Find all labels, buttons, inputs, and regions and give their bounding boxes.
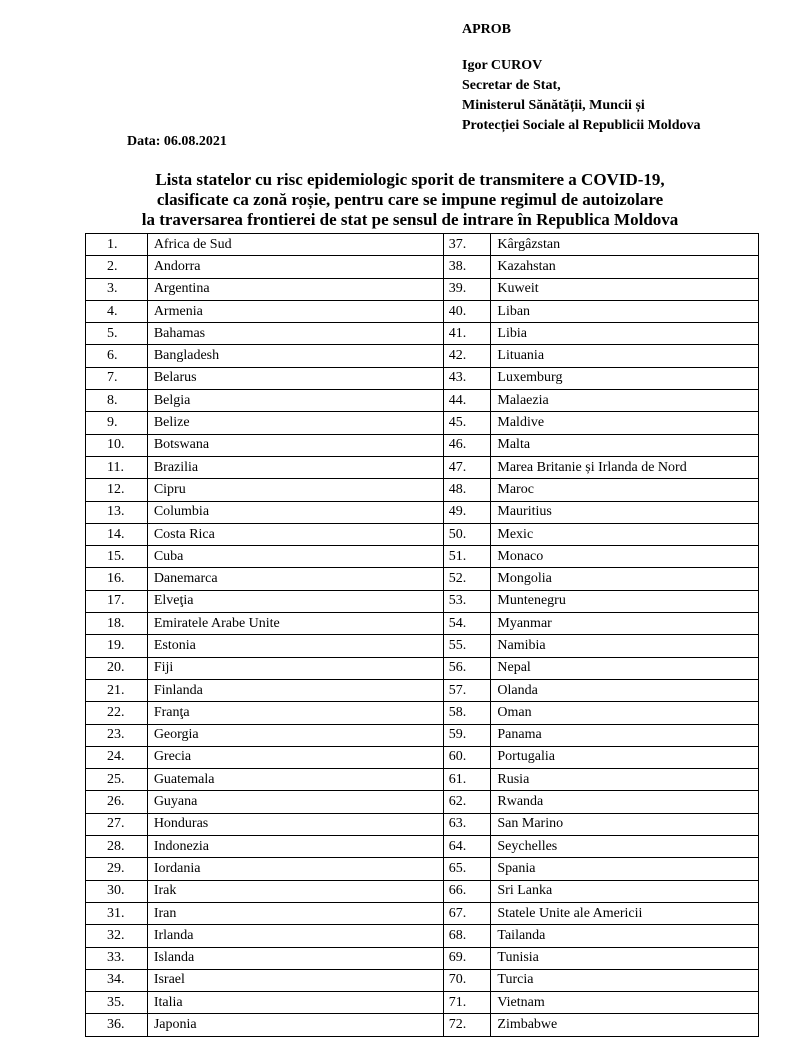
row-number-left: 32.: [86, 925, 148, 947]
table-row: [86, 613, 759, 635]
table-row: [86, 568, 759, 590]
row-number-left: 35.: [86, 992, 148, 1014]
row-number-left: 27.: [86, 813, 148, 835]
row-number-right: 56.: [443, 657, 491, 679]
country-name-right: Kârgâzstan: [491, 234, 759, 256]
table-row: [86, 434, 759, 456]
row-number-right: 65.: [443, 858, 491, 880]
row-number-left: 6.: [86, 345, 148, 367]
country-name-right: Myanmar: [491, 613, 759, 635]
row-number-right: 39.: [443, 278, 491, 300]
country-name-right: Olanda: [491, 679, 759, 701]
title-line-2: clasificate ca zonă roșie, pentru care se impune regimul de autoizolare: [156, 190, 664, 209]
country-name-left: Fiji: [147, 657, 443, 679]
approver-role-line-3: Protecției Sociale al Republicii Moldova: [462, 118, 701, 133]
country-name-right: Seychelles: [491, 836, 759, 858]
row-number-left: 30.: [86, 880, 148, 902]
country-name-left: Georgia: [147, 724, 443, 746]
row-number-right: 61.: [443, 769, 491, 791]
country-name-left: Belgia: [147, 390, 443, 412]
table-row: [86, 546, 759, 568]
table-row: [86, 836, 759, 858]
row-number-left: 12.: [86, 479, 148, 501]
row-number-right: 57.: [443, 679, 491, 701]
table-row: [86, 880, 759, 902]
table-row: [86, 300, 759, 322]
row-number-left: 16.: [86, 568, 148, 590]
row-number-left: 25.: [86, 769, 148, 791]
country-name-left: Botswana: [147, 434, 443, 456]
row-number-left: 28.: [86, 836, 148, 858]
table-row: [86, 925, 759, 947]
country-name-left: Indonezia: [147, 836, 443, 858]
country-name-left: Emiratele Arabe Unite: [147, 613, 443, 635]
country-name-right: Mexic: [491, 523, 759, 545]
row-number-left: 8.: [86, 390, 148, 412]
row-number-right: 54.: [443, 613, 491, 635]
row-number-right: 53.: [443, 590, 491, 612]
row-number-right: 52.: [443, 568, 491, 590]
row-number-left: 2.: [86, 256, 148, 278]
row-number-right: 59.: [443, 724, 491, 746]
document-date: Data: 06.08.2021: [127, 134, 227, 149]
row-number-right: 66.: [443, 880, 491, 902]
row-number-left: 31.: [86, 902, 148, 924]
country-name-right: Monaco: [491, 546, 759, 568]
country-name-left: Japonia: [147, 1014, 443, 1036]
country-name-left: Estonia: [147, 635, 443, 657]
table-row: [86, 479, 759, 501]
country-name-left: Belarus: [147, 367, 443, 389]
country-name-right: Maldive: [491, 412, 759, 434]
country-name-left: Armenia: [147, 300, 443, 322]
row-number-left: 17.: [86, 590, 148, 612]
table-row: [86, 590, 759, 612]
approver-name: Igor CUROV: [462, 58, 543, 73]
table-row: [86, 769, 759, 791]
country-name-right: Liban: [491, 300, 759, 322]
row-number-left: 9.: [86, 412, 148, 434]
row-number-left: 36.: [86, 1014, 148, 1036]
country-name-left: Argentina: [147, 278, 443, 300]
table-row: [86, 947, 759, 969]
table-row: [86, 278, 759, 300]
country-name-right: Zimbabwe: [491, 1014, 759, 1036]
table-row: [86, 523, 759, 545]
row-number-left: 1.: [86, 234, 148, 256]
row-number-left: 18.: [86, 613, 148, 635]
country-name-right: Mauritius: [491, 501, 759, 523]
country-name-left: Irlanda: [147, 925, 443, 947]
country-name-left: Elveţia: [147, 590, 443, 612]
row-number-right: 60.: [443, 746, 491, 768]
row-number-right: 68.: [443, 925, 491, 947]
country-name-left: Guatemala: [147, 769, 443, 791]
table-row: [86, 858, 759, 880]
row-number-right: 44.: [443, 390, 491, 412]
table-row: [86, 791, 759, 813]
country-name-left: Africa de Sud: [147, 234, 443, 256]
row-number-left: 22.: [86, 702, 148, 724]
country-name-left: Irak: [147, 880, 443, 902]
row-number-right: 49.: [443, 501, 491, 523]
country-name-left: Andorra: [147, 256, 443, 278]
row-number-left: 10.: [86, 434, 148, 456]
country-name-right: Sri Lanka: [491, 880, 759, 902]
table-row: [86, 1014, 759, 1036]
row-number-right: 48.: [443, 479, 491, 501]
row-number-left: 23.: [86, 724, 148, 746]
row-number-right: 38.: [443, 256, 491, 278]
table-row: [86, 456, 759, 478]
country-name-left: Iordania: [147, 858, 443, 880]
country-name-right: Nepal: [491, 657, 759, 679]
country-name-left: Grecia: [147, 746, 443, 768]
table-row: [86, 367, 759, 389]
table-row: [86, 724, 759, 746]
row-number-left: 21.: [86, 679, 148, 701]
country-name-left: Guyana: [147, 791, 443, 813]
row-number-right: 43.: [443, 367, 491, 389]
country-name-left: Islanda: [147, 947, 443, 969]
row-number-right: 47.: [443, 456, 491, 478]
row-number-right: 55.: [443, 635, 491, 657]
row-number-right: 41.: [443, 323, 491, 345]
table-row: [86, 323, 759, 345]
row-number-left: 4.: [86, 300, 148, 322]
row-number-left: 14.: [86, 523, 148, 545]
country-name-right: Rusia: [491, 769, 759, 791]
country-name-right: Kazahstan: [491, 256, 759, 278]
country-name-left: Columbia: [147, 501, 443, 523]
table-row: [86, 657, 759, 679]
country-name-right: San Marino: [491, 813, 759, 835]
row-number-left: 26.: [86, 791, 148, 813]
row-number-right: 46.: [443, 434, 491, 456]
country-name-right: Statele Unite ale Americii: [491, 902, 759, 924]
table-row: [86, 345, 759, 367]
table-row: [86, 256, 759, 278]
country-name-right: Vietnam: [491, 992, 759, 1014]
row-number-right: 42.: [443, 345, 491, 367]
table-row: [86, 969, 759, 991]
table-row: [86, 813, 759, 835]
country-name-right: Maroc: [491, 479, 759, 501]
row-number-left: 33.: [86, 947, 148, 969]
country-name-right: Luxemburg: [491, 367, 759, 389]
row-number-left: 34.: [86, 969, 148, 991]
row-number-left: 13.: [86, 501, 148, 523]
row-number-left: 15.: [86, 546, 148, 568]
row-number-right: 71.: [443, 992, 491, 1014]
country-name-right: Namibia: [491, 635, 759, 657]
table-row: [86, 390, 759, 412]
country-name-left: Cuba: [147, 546, 443, 568]
country-name-right: Spania: [491, 858, 759, 880]
table-row: [86, 902, 759, 924]
table-row: [86, 412, 759, 434]
table-row: [86, 234, 759, 256]
table-row: [86, 635, 759, 657]
country-name-right: Marea Britanie și Irlanda de Nord: [491, 456, 759, 478]
row-number-left: 7.: [86, 367, 148, 389]
title-line-1: Lista statelor cu risc epidemiologic sporit de transmitere a COVID-19,: [155, 170, 665, 189]
table-row: [86, 746, 759, 768]
country-name-right: Malaezia: [491, 390, 759, 412]
country-name-left: Belize: [147, 412, 443, 434]
row-number-left: 29.: [86, 858, 148, 880]
country-name-right: Mongolia: [491, 568, 759, 590]
country-name-right: Oman: [491, 702, 759, 724]
country-name-right: Tailanda: [491, 925, 759, 947]
approver-role-line-1: Secretar de Stat,: [462, 78, 561, 93]
country-name-left: Danemarca: [147, 568, 443, 590]
country-name-right: Portugalia: [491, 746, 759, 768]
row-number-right: 50.: [443, 523, 491, 545]
country-name-right: Libia: [491, 323, 759, 345]
table-row: [86, 501, 759, 523]
country-name-left: Bangladesh: [147, 345, 443, 367]
approval-block: [462, 20, 701, 136]
document-title: [90, 170, 730, 230]
row-number-right: 40.: [443, 300, 491, 322]
country-name-right: Tunisia: [491, 947, 759, 969]
row-number-right: 58.: [443, 702, 491, 724]
country-name-left: Israel: [147, 969, 443, 991]
row-number-left: 20.: [86, 657, 148, 679]
row-number-left: 3.: [86, 278, 148, 300]
approve-label: APROB: [462, 22, 511, 37]
country-name-right: Lituania: [491, 345, 759, 367]
country-name-left: Bahamas: [147, 323, 443, 345]
row-number-left: 19.: [86, 635, 148, 657]
country-name-left: Finlanda: [147, 679, 443, 701]
country-name-left: Cipru: [147, 479, 443, 501]
country-name-left: Costa Rica: [147, 523, 443, 545]
row-number-right: 72.: [443, 1014, 491, 1036]
table-row: [86, 992, 759, 1014]
row-number-right: 51.: [443, 546, 491, 568]
row-number-right: 69.: [443, 947, 491, 969]
row-number-right: 63.: [443, 813, 491, 835]
country-name-right: Turcia: [491, 969, 759, 991]
row-number-right: 37.: [443, 234, 491, 256]
row-number-right: 64.: [443, 836, 491, 858]
countries-table: [85, 233, 759, 1037]
row-number-left: 24.: [86, 746, 148, 768]
country-name-left: Brazilia: [147, 456, 443, 478]
row-number-left: 5.: [86, 323, 148, 345]
row-number-right: 62.: [443, 791, 491, 813]
title-line-3: la traversarea frontierei de stat pe sensul de intrare în Republica Moldova: [141, 210, 679, 229]
row-number-left: 11.: [86, 456, 148, 478]
country-name-right: Rwanda: [491, 791, 759, 813]
table-row: [86, 679, 759, 701]
country-name-left: Italia: [147, 992, 443, 1014]
country-name-right: Malta: [491, 434, 759, 456]
row-number-right: 67.: [443, 902, 491, 924]
country-name-left: Iran: [147, 902, 443, 924]
row-number-right: 70.: [443, 969, 491, 991]
table-row: [86, 702, 759, 724]
country-name-right: Muntenegru: [491, 590, 759, 612]
country-name-left: Honduras: [147, 813, 443, 835]
approver-role-line-2: Ministerul Sănătății, Muncii și: [462, 98, 645, 113]
country-name-right: Kuweit: [491, 278, 759, 300]
row-number-right: 45.: [443, 412, 491, 434]
country-name-right: Panama: [491, 724, 759, 746]
country-name-left: Franţa: [147, 702, 443, 724]
